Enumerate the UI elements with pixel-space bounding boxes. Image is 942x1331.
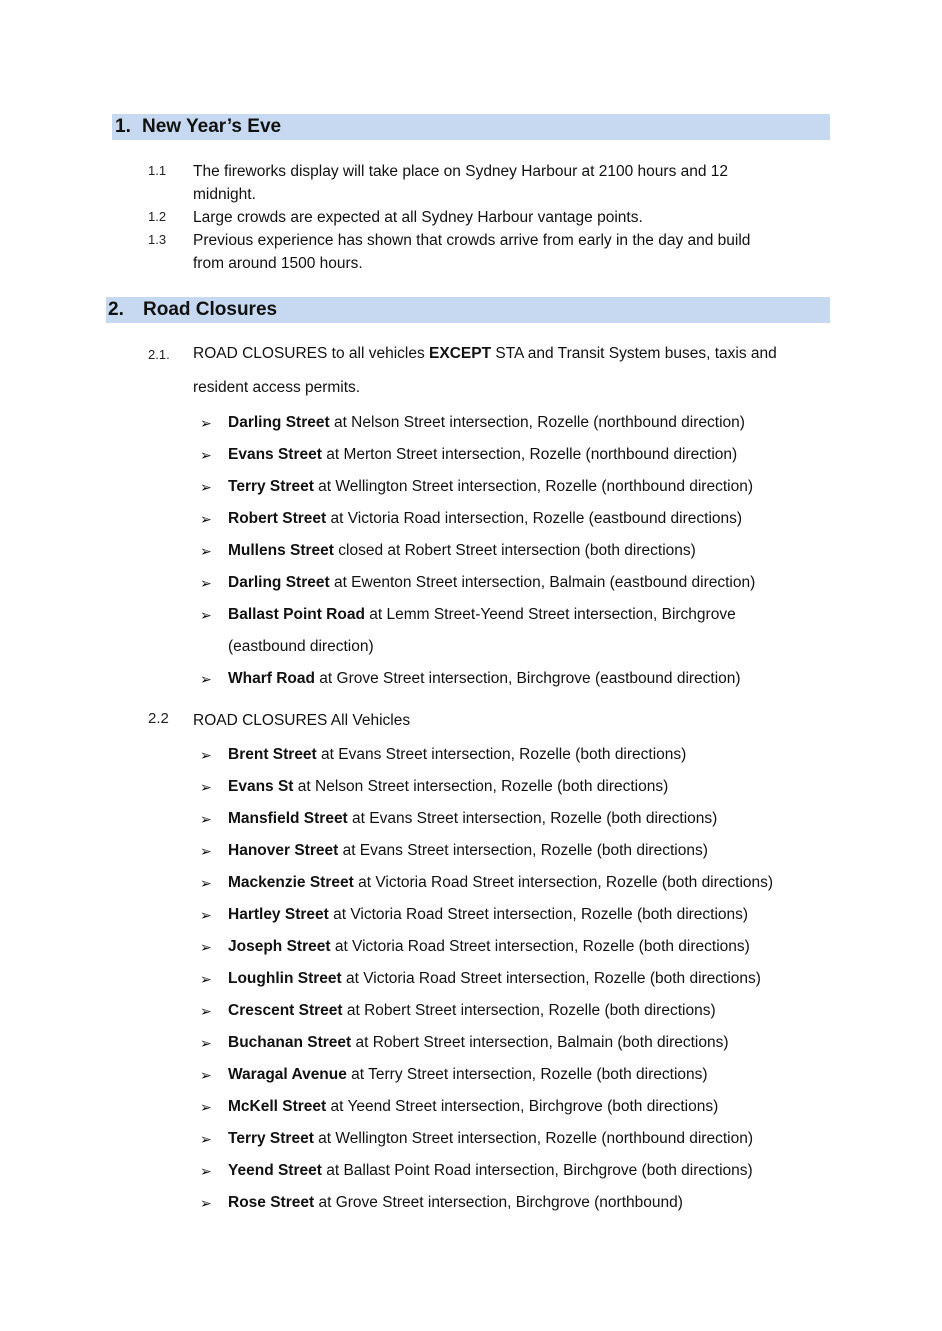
closure-detail: at Grove Street intersection, Birchgrove (eastbound direction) [314,670,741,687]
arrow-bullet-icon: ➢ [200,907,212,923]
closure-text [228,771,828,803]
closure-line [228,1091,828,1123]
section-heading-new-years-eve [112,114,830,140]
closure-text [228,567,828,599]
arrow-bullet-icon: ➢ [200,939,212,955]
item-text [193,229,833,275]
closure-line [228,1059,828,1091]
closure-detail: at Grove Street intersection, Birchgrove (northbound) [314,1194,683,1211]
street-name: Terry Street [228,1130,314,1147]
street-name: Waragal Avenue [228,1066,347,1083]
item-number: 1.3 [148,232,167,247]
arrow-bullet-icon: ➢ [200,1067,212,1083]
street-name: Terry Street [228,478,314,495]
closure-text [228,1059,828,1091]
arrow-bullet-icon: ➢ [200,543,212,559]
arrow-bullet-icon: ➢ [200,447,212,463]
closure-detail-continued: (eastbound direction) [228,638,374,655]
closure-detail: at Victoria Road Street intersection, Rozelle (both directions) [328,906,749,923]
closure-detail: at Evans Street intersection, Rozelle (both directions) [338,842,708,859]
arrow-bullet-icon: ➢ [200,511,212,527]
arrow-bullet-icon: ➢ [200,1035,212,1051]
street-name: Wharf Road [228,670,315,687]
closure-text [228,1091,828,1123]
item-text [193,337,833,405]
arrow-bullet-icon: ➢ [200,575,212,591]
arrow-bullet-icon: ➢ [200,1003,212,1019]
closure-detail: at Yeend Street intersection, Birchgrove (both directions) [326,1098,719,1115]
street-name: Rose Street [228,1194,315,1211]
closure-text [228,1155,828,1187]
text-part: STA and Transit System buses, taxis and [491,345,777,362]
text-line: Large crowds are expected at all Sydney Harbour vantage points. [193,209,643,226]
closure-line [228,407,828,439]
street-name: Darling Street [228,414,330,431]
closure-line [228,1187,828,1219]
text-part: ROAD CLOSURES to all vehicles [193,345,430,362]
closure-detail: at Victoria Road intersection, Rozelle (eastbound directions) [326,510,743,527]
street-name: Ballast Point Road [228,606,365,623]
closure-line [228,899,828,931]
closure-detail: at Wellington Street intersection, Rozelle (northbound direction) [313,1130,753,1147]
closure-text [228,535,828,567]
closure-line [228,963,828,995]
section-heading-road-closures [106,297,830,323]
closure-line [228,867,828,899]
arrow-bullet-icon: ➢ [200,1099,212,1115]
street-name: Mullens Street [228,542,334,559]
closure-line [228,503,828,535]
closure-detail: at Nelson Street intersection, Rozelle (both directions) [293,778,669,795]
closure-line [228,663,828,695]
text-line: midnight. [193,186,256,203]
arrow-bullet-icon: ➢ [200,479,212,495]
closure-text [228,1123,828,1155]
closure-line [228,1123,828,1155]
street-name: Mackenzie Street [228,874,354,891]
text-line: Previous experience has shown that crowds arrive from early in the day and build [193,232,751,249]
closure-detail: at Victoria Road Street intersection, Rozelle (both directions) [341,970,761,987]
arrow-bullet-icon: ➢ [200,607,212,623]
closure-text [228,503,828,535]
street-name: McKell Street [228,1098,327,1115]
arrow-bullet-icon: ➢ [200,779,212,795]
closure-detail: at Nelson Street intersection, Rozelle (northbound direction) [329,414,745,431]
closure-text [228,931,828,963]
street-name: Hartley Street [228,906,329,923]
item-text [193,160,833,206]
arrow-bullet-icon: ➢ [200,671,212,687]
closure-detail: at Ewenton Street intersection, Balmain (eastbound direction) [329,574,756,591]
closure-text [228,835,828,867]
section-number: 2. [108,299,124,320]
closure-detail: at Wellington Street intersection, Rozelle (northbound direction) [313,478,753,495]
street-name: Joseph Street [228,938,331,955]
closure-detail: at Merton Street intersection, Rozelle (northbound direction) [321,446,738,463]
closure-detail: at Robert Street intersection, Balmain (both directions) [351,1034,729,1051]
text-line: from around 1500 hours. [193,255,363,272]
closure-text [228,867,828,899]
closure-line [228,471,828,503]
text-line [193,337,833,371]
street-name: Evans St [228,778,294,795]
closure-detail: closed at Robert Street intersection (both directions) [333,542,696,559]
closure-detail: at Lemm Street-Yeend Street intersection, Birchgrove [364,606,736,623]
arrow-bullet-icon: ➢ [200,1163,212,1179]
arrow-bullet-icon: ➢ [200,747,212,763]
street-name: Robert Street [228,510,327,527]
except-label: EXCEPT [429,345,492,362]
closure-detail: at Victoria Road Street intersection, Rozelle (both directions) [330,938,750,955]
arrow-bullet-icon: ➢ [200,875,212,891]
closure-text [228,407,828,439]
closure-text [228,739,828,771]
closure-line [228,567,828,599]
item-text [193,206,833,229]
closure-line [228,931,828,963]
street-name: Loughlin Street [228,970,342,987]
closure-line [228,1155,828,1187]
closure-detail: at Ballast Point Road intersection, Birchgrove (both directions) [321,1162,753,1179]
closure-text [228,663,828,695]
street-name: Yeend Street [228,1162,322,1179]
item-number: 1.1 [148,163,167,178]
item-text [193,709,833,732]
closure-text [228,1027,828,1059]
closure-line [228,803,828,835]
street-name: Brent Street [228,746,317,763]
closure-line [228,535,828,567]
closure-detail: at Evans Street intersection, Rozelle (both directions) [316,746,687,763]
street-name: Mansfield Street [228,810,348,827]
text-line: The fireworks display will take place on Sydney Harbour at 2100 hours and 12 [193,163,729,180]
section-title: Road Closures [143,299,278,320]
closure-detail: at Evans Street intersection, Rozelle (both directions) [347,810,718,827]
closure-text [228,599,828,663]
closure-line [228,599,828,631]
arrow-bullet-icon: ➢ [200,843,212,859]
closure-line [228,771,828,803]
arrow-bullet-icon: ➢ [200,811,212,827]
arrow-bullet-icon: ➢ [200,1195,212,1211]
section-title: New Year’s Eve [142,116,282,137]
street-name: Crescent Street [228,1002,343,1019]
closure-text [228,803,828,835]
closure-detail: at Victoria Road Street intersection, Rozelle (both directions) [353,874,774,891]
closure-text [228,995,828,1027]
closure-line [228,995,828,1027]
arrow-bullet-icon: ➢ [200,415,212,431]
closure-text [228,963,828,995]
closure-text [228,899,828,931]
street-name: Hanover Street [228,842,339,859]
closure-line [228,739,828,771]
closure-detail: at Robert Street intersection, Rozelle (both directions) [342,1002,716,1019]
closure-line [228,439,828,471]
closure-text [228,1187,828,1219]
closure-text [228,471,828,503]
street-name: Buchanan Street [228,1034,352,1051]
item-number: 1.2 [148,209,167,224]
arrow-bullet-icon: ➢ [200,971,212,987]
street-name: Evans Street [228,446,322,463]
text-line: resident access permits. [193,379,361,396]
street-name: Darling Street [228,574,330,591]
closure-line [228,835,828,867]
item-number: 2.2 [148,710,169,727]
section-number: 1. [115,116,131,137]
arrow-bullet-icon: ➢ [200,1131,212,1147]
item-number: 2.1. [148,347,170,362]
closure-detail: at Terry Street intersection, Rozelle (both directions) [346,1066,708,1083]
closure-text [228,439,828,471]
text-line: ROAD CLOSURES All Vehicles [193,712,411,729]
closure-line [228,1027,828,1059]
